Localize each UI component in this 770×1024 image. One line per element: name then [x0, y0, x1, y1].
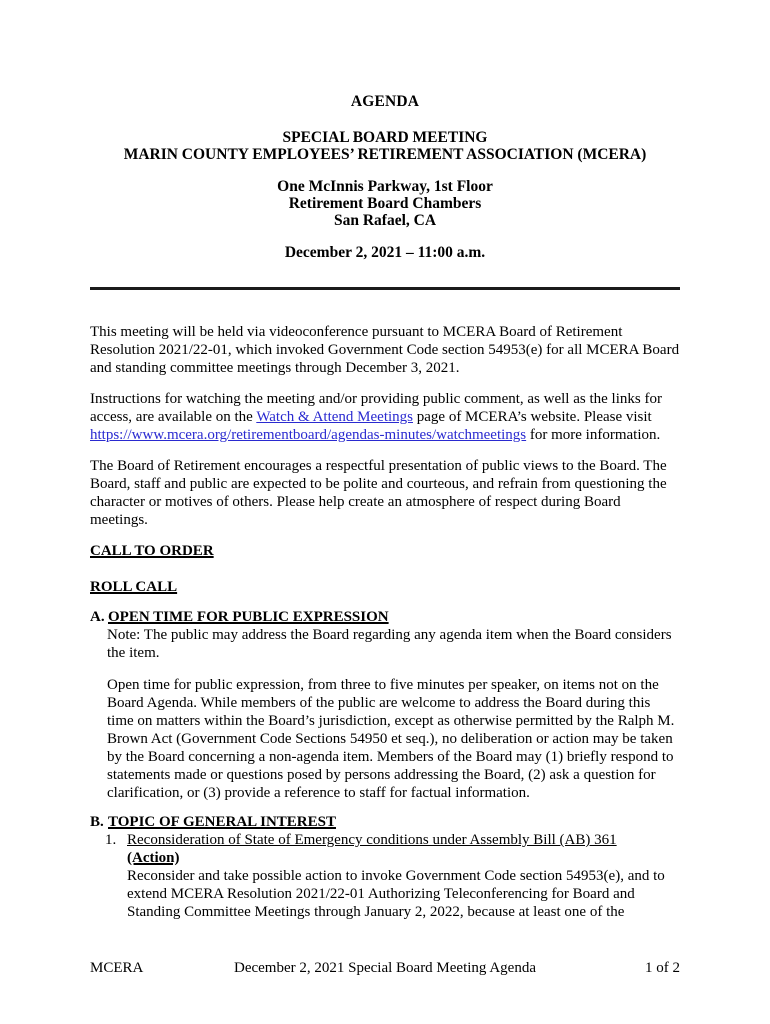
- footer-page-number: 1 of 2: [645, 960, 680, 976]
- page-footer: [90, 960, 680, 977]
- section-a-letter: A.: [90, 609, 105, 625]
- instructions-text-3: for more information.: [526, 427, 661, 443]
- agenda-item-1-number: 1.: [105, 832, 117, 848]
- document-title: AGENDA: [350, 93, 420, 110]
- address-line-3: San Rafael, CA: [333, 212, 437, 229]
- organization-name: MARIN COUNTY EMPLOYEES’ RETIREMENT ASSOCIATION (MCERA): [123, 146, 647, 163]
- meeting-datetime: December 2, 2021 – 11:00 a.m.: [284, 244, 486, 261]
- instructions-paragraph: [90, 390, 680, 444]
- address-line-1: One McInnis Parkway, 1st Floor: [277, 178, 493, 195]
- agenda-item-1: [105, 831, 680, 921]
- section-a-title: OPEN TIME FOR PUBLIC EXPRESSION: [108, 609, 389, 625]
- section-a-body: [107, 626, 680, 802]
- section-a-note: Note: The public may address the Board regarding any agenda item when the Board considers the item.: [107, 627, 672, 661]
- meeting-address-block: [90, 178, 680, 229]
- header-divider-rule: [90, 287, 680, 290]
- section-b-heading: [90, 813, 680, 831]
- roll-call-heading: ROLL CALL: [90, 579, 178, 595]
- call-to-order-heading: CALL TO ORDER: [90, 543, 214, 559]
- instructions-text-1: Instructions for watching the meeting and/or providing public comment, as well as the links for access, are available on the: [90, 391, 662, 425]
- section-b-letter: B.: [90, 814, 104, 830]
- respect-paragraph: The Board of Retirement encourages a respectful presentation of public views to the Board. The Board, staff and public are expected to be polite and courteous, and refrain from questioning the character or motives of others. Please help create an atmosphere of respect during Board meetings.: [90, 458, 667, 528]
- agenda-item-1-title: Reconsideration of State of Emergency conditions under Assembly Bill (AB) 361: [127, 832, 617, 848]
- instructions-text-2: page of MCERA’s website. Please visit: [413, 409, 652, 425]
- footer-document-title: December 2, 2021 Special Board Meeting Agenda: [234, 960, 536, 976]
- open-time-paragraph: Open time for public expression, from three to five minutes per speaker, on items not on the Board Agenda. While members of the public are welcome to address the Board during this time on matters within the Board’s jurisdiction, except as otherwise permitted by the Ralph M. Brown Act (Government Code Sections 54950 et seq.), no deliberation or action may be taken by the Board concerning a non-agenda item. Members of the Board may (1) briefly respond to statements made or questions posed by persons addressing the Board, (2) ask a question for clarification, or (3) provide a reference to staff for factual information.: [107, 677, 675, 801]
- watchmeetings-url-link[interactable]: https://www.mcera.org/retirementboard/agendas-minutes/watchmeetings: [90, 427, 527, 443]
- footer-org: MCERA: [90, 960, 144, 976]
- agenda-item-1-description: Reconsider and take possible action to invoke Government Code section 54953(e), and to extend MCERA Resolution 2021/22-01 Authorizing Teleconferencing for Board and Standing Committee Meetings through January 2, 2022, because at least one of the: [127, 868, 665, 920]
- agenda-item-1-content: [127, 831, 680, 921]
- meeting-title-block: [90, 129, 680, 163]
- agenda-item-1-action-tag: (Action): [127, 850, 180, 866]
- document-header: [90, 93, 680, 261]
- videoconference-paragraph: This meeting will be held via videoconference pursuant to MCERA Board of Retirement Resolution 2021/22-01, which invoked Government Code section 54953(e) for all MCERA Board and standing committee meetings through December 3, 2021.: [90, 324, 680, 376]
- address-line-2: Retirement Board Chambers: [288, 195, 482, 212]
- meeting-type: SPECIAL BOARD MEETING: [282, 129, 488, 146]
- section-a-heading: [90, 608, 680, 626]
- watch-attend-meetings-link[interactable]: Watch & Attend Meetings: [256, 409, 413, 425]
- section-b-title: TOPIC OF GENERAL INTEREST: [108, 814, 336, 830]
- document-body: [90, 323, 680, 921]
